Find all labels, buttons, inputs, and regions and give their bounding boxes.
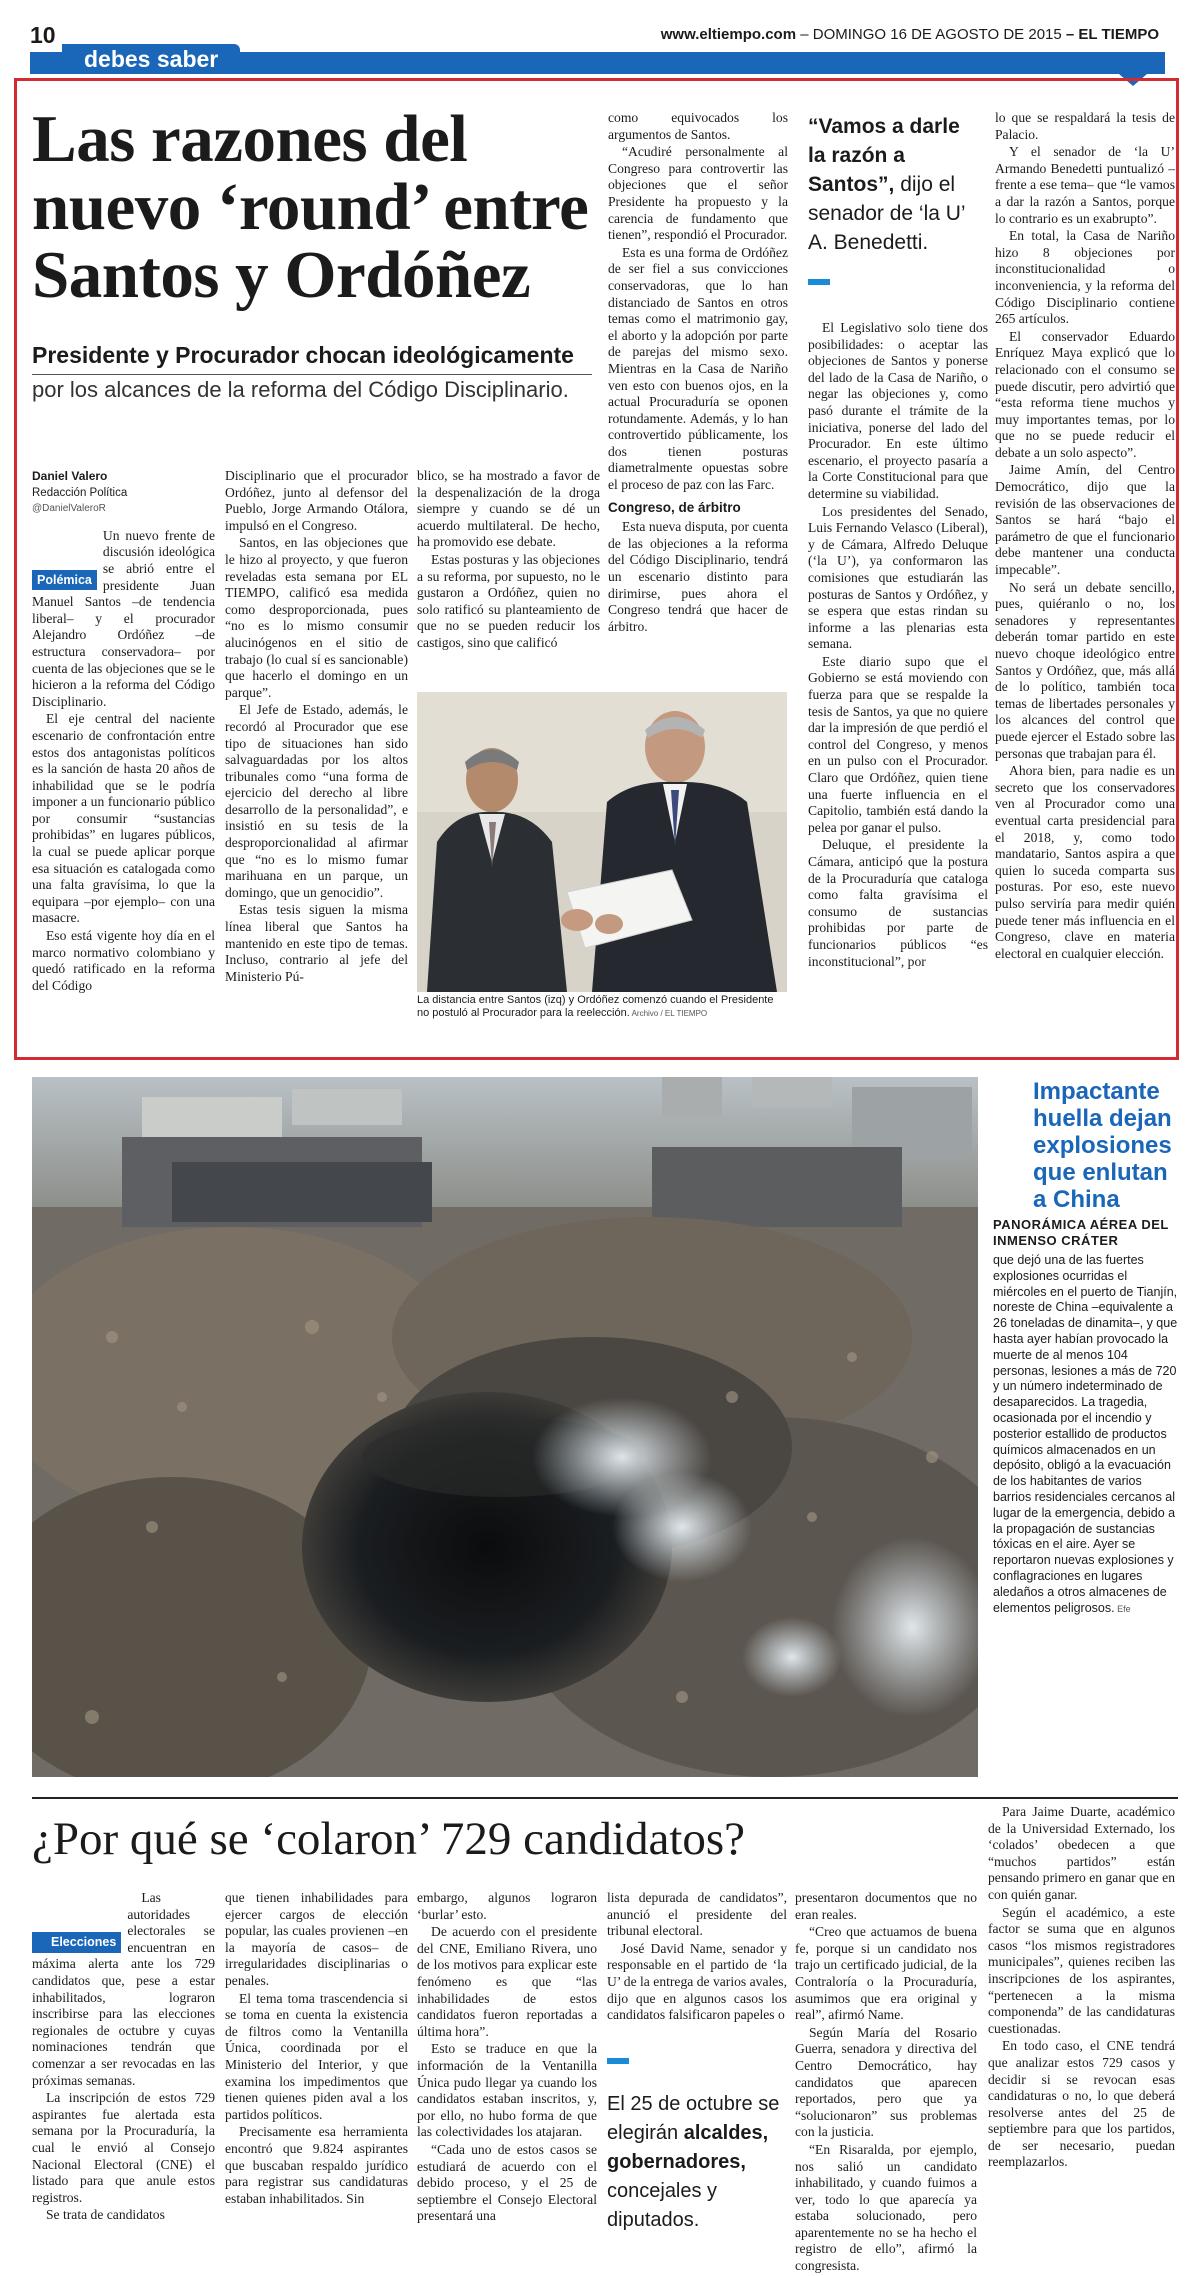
paragraph: Se trata de candidatos (46, 2207, 165, 2223)
photo-caption (417, 994, 787, 1020)
article1-column-1 (32, 468, 215, 995)
article1-column-6 (995, 110, 1175, 963)
article2-column-1 (32, 1890, 215, 2225)
paragraph: El tema toma trascendencia si se toma en cuenta la existencia de filtros como la Ventanilla Única, coordinada por el Ministerio del Interior, y que examina los impedimentos que tienen quienes piden aval a los partidos políticos. (225, 1990, 408, 2122)
pull-quote-highlight: alcaldes, gobernadores, (607, 2122, 769, 2173)
paragraph: Disciplinario que el procurador Ordóñez, junto al defensor del Pueblo, Jorge Armando Otálora, impulsó en el Congreso. (225, 468, 408, 533)
article2-column-2 (225, 1890, 408, 2208)
tianjin-explosion-aerial-photo (32, 1077, 978, 1777)
issue-date: DOMINGO 16 DE AGOSTO DE 2015 (812, 26, 1062, 43)
paragraph: En total, la Casa de Nariño hizo 8 objeciones por inconstitucionalidad o inconveniencia, y la reforma del Código Disciplinario contiene 265 artículos. (995, 228, 1175, 327)
paragraph: Eso está vigente hoy día en el marco normativo colombiano y quedó ratificado en la reforma del Código (32, 928, 215, 993)
paragraph: De acuerdo con el presidente del CNE, Emiliano Rivera, uno de los motivos para explicar este fenómeno es que “las inhabilidades de estos candidatos fueron reportadas a última hora”. (417, 1924, 597, 2039)
paragraph: Estas posturas y las objeciones a su reforma, por supuesto, no le gustaron a Ordóñez, quien no solo ratificó su planteamiento de que no se pueden reducir los castigos, sino que calificó (417, 551, 600, 650)
article-deck: por los alcances de la reforma del Código Disciplinario. (32, 377, 569, 402)
paragraph: En todo caso, el CNE tendrá que analizar estos 729 casos y decidir si se revocan esas candidaturas o no, lo que deberá resolverse antes del 25 de septiembre para que los partidos, de ser necesario, puedan reemplazarlos. (988, 2038, 1175, 2170)
site-url[interactable]: www.eltiempo.com (660, 26, 797, 43)
article2-top-rule (32, 1797, 1178, 1799)
paragraph: El conservador Eduardo Enríquez Maya explicó que lo relacionado con el consumo se puede discutir, pero advirtió que “esta reforma tiene muchos y muy importantes temas, por lo que no se puede reducir el debate a un solo aspecto”. (995, 328, 1175, 460)
paragraph: “Acudiré personalmente al Congreso para controvertir las objeciones que el señor Presidente ha propuesto y la carencia de fundamento que tienen”, respondió el Procurador. (608, 144, 788, 243)
byline-name: Daniel Valero (32, 469, 108, 483)
paragraph: “Creo que actuamos de buena fe, porque si un candidato nos trajo un certificado judicial, de la Contraloría o la Procuraduría, asumimos que era original y real”, afirmó Name. (795, 1924, 977, 2023)
paragraph: “Cada uno de estos casos se estudiará de acuerdo con el debido proceso, y el 25 de septiembre el Consejo Electoral presentará una (417, 2141, 597, 2224)
article2-column-3 (417, 1890, 597, 2226)
paragraph: El eje central del naciente escenario de confrontación entre estos dos antagonistas políticos es la sanción de hasta 20 años de inhabilidad que se le podría imponer a un funcionario público por consumir “sustancias prohibidas” en lugares públicos, la cual se puede aplicar porque esa situación es catalogada como una falta gravísima, lo que la equipara –por ejemplo– con una masacre. (32, 711, 215, 926)
sidebar-body (993, 1253, 1178, 1617)
paragraph: Según María del Rosario Guerra, senadora y directiva del Centro Democrático, hay candidatos que aparecen reportados, pero que ya “solucionaron” sus problemas con la justicia. (795, 2024, 977, 2140)
article1-column-3 (417, 468, 600, 653)
paragraph: Ahora bien, para nadie es un secreto que los conservadores ven al Procurador como una eventual carta presidencial para el 2018, y, como todo mandatario, Santos aspira a que quien lo suceda comparta sus posturas. Por eso, este nuevo pulso serviría para medir quién puede tener más influencia en el Congreso, clave en materia electoral en cualquier elección. (995, 763, 1175, 961)
quote-accent-dash (808, 279, 830, 285)
paragraph: Jaime Amín, del Centro Democrático, dijo que la revisión de las observaciones de Santos se hará “bajo el parámetro de que el funcionario debe mantener una conducta impecable”. (995, 462, 1175, 578)
paragraph: José David Name, senador y responsable en el partido de ‘la U’ de la entrega de varios avales, dijo que en algunos casos los candidatos falsificaron papeles o (607, 1940, 787, 2023)
section-label: debes saber (62, 44, 240, 74)
byline-twitter-handle[interactable]: @DanielValeroR (32, 503, 106, 515)
sidebar-text: que dejó una de las fuertes explosiones ocurridas el miércoles en el puerto de Tianjín, noreste de China –equivalente a 26 toneladas de dinamita–, y que hasta ayer habían provocado la muerte de al menos 104 personas, lesiones a más de 720 y un número indeterminado de desaparecidos. La tragedia, ocasionada por el incendio y posterior estallido de productos químicos almacenados en un depósito, obligó a la evacuación de los habitantes de varios barrios residenciales cercanos al lugar de la emergencia, debido a la propagación de sustancias tóxicas en el aire. Ayer se reportaron nuevas explosiones y conflagraciones en lugares aledaños a otros almacenes de elementos peligrosos. (993, 1253, 1178, 1615)
paragraph: Esto se traduce en que la información de la Ventanilla Única pudo llegar ya cuando los candidatos estaban inscritos, y, por ello, no hubo forma de que las colectividades los atajaran. (417, 2041, 597, 2140)
paragraph: lo que se respaldará la tesis de Palacio. (995, 110, 1175, 142)
article2-column-5 (795, 1890, 977, 2276)
sidebar-credit: Efe (1114, 1603, 1131, 1614)
article2-pull-quote: El 25 de octubre se elegirán alcaldes, gobernadores, concejales y diputados. (607, 2093, 780, 2231)
santos-ordonez-photo (417, 692, 787, 992)
article1-column-4 (608, 110, 788, 636)
paragraph: Esta nueva disputa, por cuenta de las objeciones a la reforma del Código Disciplinario, tendrá un escenario distinto para dirimirse, pues ahora el Congreso tendrá que hacer de árbitro. (608, 519, 788, 634)
paragraph: Según el académico, a este factor se suma que en algunos casos “los mismos registradores municipales”, quienes reciben las inscripciones de los aspirantes, “pertenecen a la misma componenda” de las candidaturas cuestionadas. (988, 1904, 1175, 2036)
article-headline: Las razones del nuevo ‘round’ entre Santos y Ordóñez (32, 102, 589, 312)
paragraph: como equivocados los argumentos de Santos. (608, 110, 788, 142)
paragraph: lista depurada de candidatos”, anunció el presidente del tribunal electoral. (607, 1890, 787, 1939)
paragraph: Esta es una forma de Ordóñez de ser fiel a sus convicciones conservadoras, que lo han distanciado de Santos en otros temas como el matrimonio gay, el aborto y la adopción por parte de parejas del mismo sexo. Mientras en la Casa de Nariño ven esto con buenos ojos, en la actual Procuraduría se oponen rotundamente. Además, y lo han controvertido públicamente, los dos tienen posturas diametralmente opuestas sobre el proceso de paz con las Farc. (608, 244, 788, 493)
paragraph: “En Risaralda, por ejemplo, nos salió un candidato inhabilitado, y cuando fuimos a ver, todo lo que aparecía ya estaba solucionado, pero aparentemente no se ha hecho el registro de ello”, afirmó la congresista. (795, 2141, 977, 2274)
paragraph: Precisamente esa herramienta encontró que 9.824 aspirantes que buscaban respaldo jurídico para registrar sus candidaturas estaban inhabilitados. Sin (225, 2124, 408, 2206)
paragraph: El Jefe de Estado, además, le recordó al Procurador que ese tipo de situaciones han sido salvaguardadas por los altos tribunales como “una forma de ejercicio del derecho al libre desarrollo de la personalidad”, e insistió en su tesis de la desproporcionalidad al afirmar que “no es lo mismo fumar marihuana en un parque, un domingo, que un genocidio”. (225, 702, 408, 900)
quote-accent-dash-2 (607, 2058, 629, 2064)
article2-column-4 (607, 1890, 787, 2025)
paragraph: No será un debate sencillo, pues, quiéranlo o no, los senadores y representantes deberán tomar partido en este nuevo choque ideológico entre Santos y Ordóñez, que, más allá de lo político, también toca temas de libertades personales y los alcances del control que puede ejercer el Estado sobre las personas que trabajan para él. (995, 579, 1175, 761)
pull-quote-text: “Vamos a darle la razón a Santos”, (808, 115, 960, 196)
paragraph: Para Jaime Duarte, académico de la Universidad Externado, los ‘colados’ obedecen a que “muchos partidos” están pensando primero en ganar que en con quién ganar. (988, 1804, 1175, 1902)
article-subheadline: Presidente y Procurador chocan ideológicamente (32, 342, 574, 368)
sidebar-headline: Impactante huella dejan explosiones que enlutan a China (1033, 1078, 1172, 1213)
paragraph: blico, se ha mostrado a favor de la despenalización de la droga siempre y cuando se dé un acuerdo multilateral. De hecho, ha promovido ese debate. (417, 468, 600, 550)
byline-role: Redacción Política (32, 486, 128, 499)
paragraph: Los presidentes del Senado, Luis Fernando Velasco (Liberal), y de Cámara, Alfredo Deluque (‘la U’), ya conformaron las comisiones que estudiarán las posturas de Santos y Ordóñez, y se espera que estas rindan su informe a las plenarias esta semana. (808, 503, 988, 652)
article1-column-2 (225, 468, 408, 986)
topic-tag: Elecciones (32, 1932, 121, 1953)
photo-caption-text: La distancia entre Santos (izq) y Ordóñez comenzó cuando el Presidente no postuló al Procurador para la reelección. (417, 994, 774, 1019)
paragraph: Deluque, el presidente la Cámara, anticipó que la postura de la Procuraduría que cataloga como falta gravísima el consumo de sustancias prohibidas por parte de funcionarios públicos “es inconstitucional”, por (808, 837, 988, 969)
page-number: 10 (30, 22, 56, 48)
paragraph: Polémica Un nuevo frente de discusión ideológica se abrió entre el presidente Juan Manuel Santos –de tendencia liberal– y el procurador Alejandro Ordóñez –de estructura conservadora– por cuenta de las objeciones que se le hicieron a la reforma del Código Disciplinario. (32, 527, 215, 709)
paragraph: embargo, algunos lograron ‘burlar’ esto. (417, 1890, 597, 1922)
paragraph: Y el senador de ‘la U’ Armando Benedetti puntualizó –frente a ese tema– que “le vamos a dar la razón a Santos, porque lo contrario es un exabrupto”. (995, 144, 1175, 226)
article2-headline: ¿Por qué se ‘colaron’ 729 candidatos? (32, 1813, 746, 1865)
photo-credit: Archivo / EL TIEMPO (629, 1009, 708, 1018)
paragraph: Santos, en las objeciones que le hizo al proyecto, y que fueron reveladas esta semana por EL TIEMPO, calificó esa medida como desproporcionada, pues “no es lo mismo consumir alucinógenos en el sitio de trabajo (lo cual sí es sancionable) que hacerlo el domingo en un parque”. (225, 535, 408, 700)
sidebar-kicker: PANORÁMICA AÉREA DEL INMENSO CRÁTER (993, 1217, 1169, 1248)
article2-column-6 (988, 1804, 1175, 2172)
pull-quote-attribution: dijo el senador de ‘la U’ A. Benedetti. (808, 173, 965, 254)
section-subhead: Congreso, de árbitro (608, 499, 741, 515)
paragraph: presentaron documentos que no eran reales. (795, 1890, 977, 1922)
paragraph: Este diario supo que el Gobierno se está moviendo con fuerza para que se respalde la tesis de Santos, ya que no quiere dar la impresión de que perdió el control del Congreso, y menos en un pulso con el Procurador. Claro que Ordóñez, quien tiene una fuerte influencia en el Capitolio, también está dando la pelea por ganar el pulso. (808, 653, 988, 835)
publication-name: – EL TIEMPO (1065, 26, 1159, 43)
page-header-info (661, 26, 1159, 43)
paragraph: Estas tesis siguen la misma línea liberal que Santos ha mantenido en este tipo de temas. Incluso, contrario al jefe del Ministerio Pú- (225, 902, 408, 984)
subheadline-rule (32, 374, 592, 375)
header-separator: – (796, 26, 813, 43)
paragraph: La inscripción de estos 729 aspirantes fue alertada esta semana por la Procuraduría, la cual le envió al Consejo Nacional Electoral (CNE) el listado para que anule estos registros. (32, 2090, 215, 2205)
topic-tag: Polémica (32, 570, 97, 591)
paragraph: que tienen inhabilidades para ejercer cargos de elección popular, las cuales provienen –en la mayoría de casos– de irregularidades disciplinarias o penales. (225, 1890, 408, 1988)
paragraph: Elecciones Las autoridades electorales se encuentran en máxima alerta ante los 729 candidatos que, pese a estar inhabilitados, lograron inscribirse para las elecciones regionales de octubre y cuyas nominaciones tendrán que comenzar a ser revocadas en las próximas semanas. (32, 1890, 215, 2088)
paragraph: El Legislativo solo tiene dos posibilidades: o aceptar las objeciones de Santos y ponerse del lado de la Casa de Nariño, o negar las objeciones y, como pasó durante el trámite de la iniciativa, ponerse del lado del Procurador. En este último escenario, el proyecto pasaría a la Corte Constitucional para que determine su viabilidad. (808, 320, 988, 501)
pull-quote (808, 112, 983, 285)
article1-column-5 (808, 320, 988, 971)
